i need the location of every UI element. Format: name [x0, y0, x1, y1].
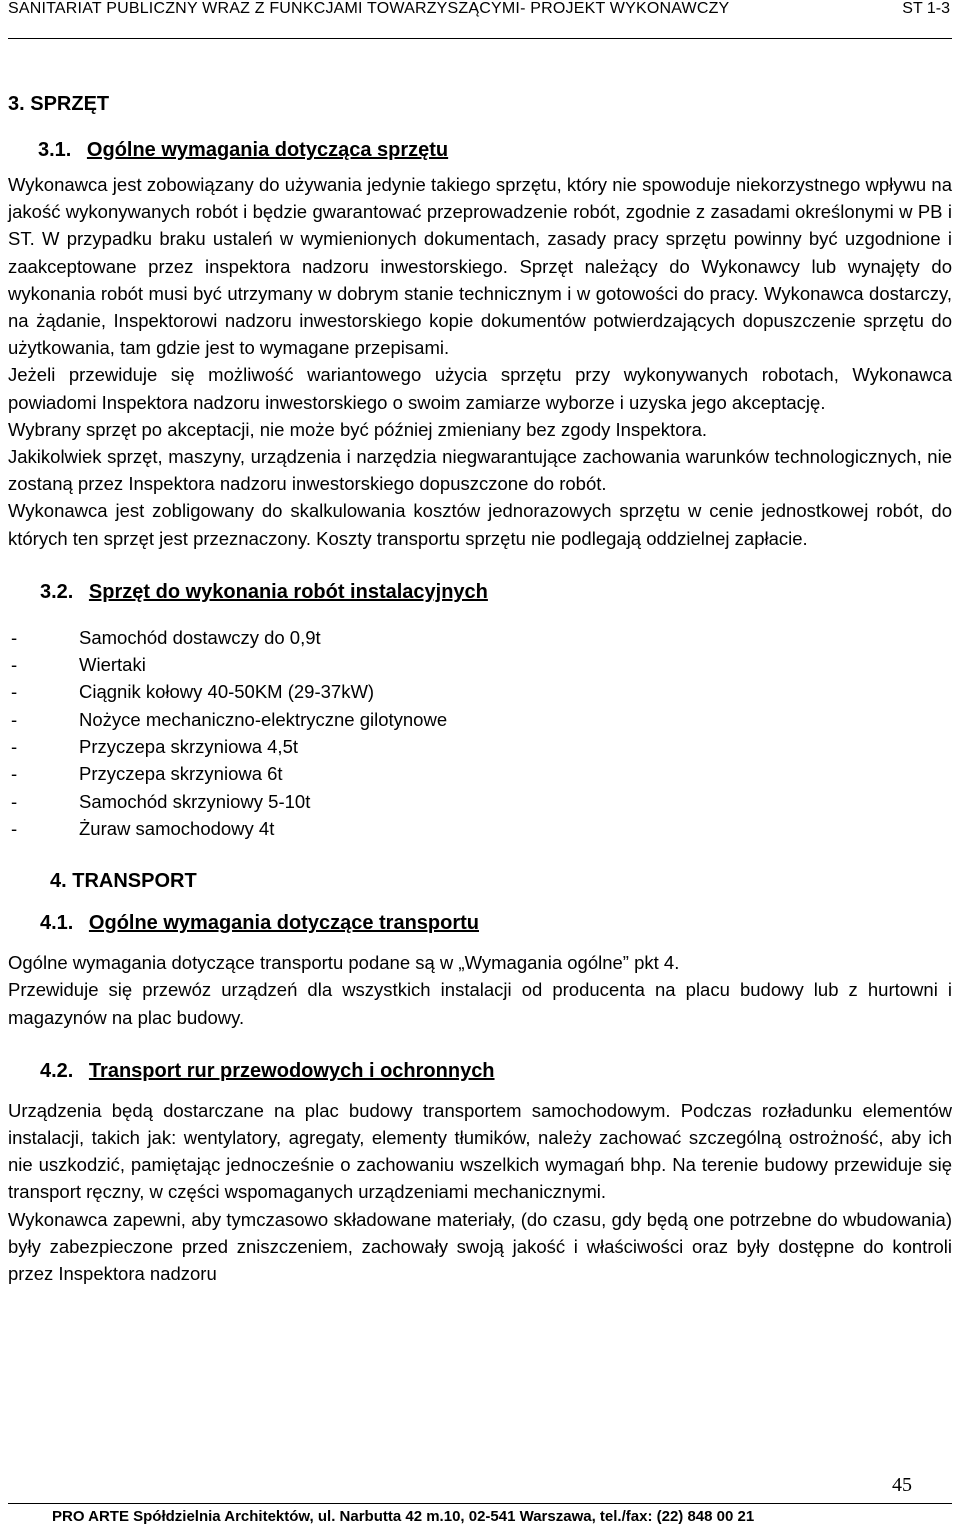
section-3-2-heading [40, 580, 952, 604]
section-4-2-heading [40, 1059, 952, 1083]
equipment-list [8, 624, 952, 842]
document-body [8, 92, 952, 1287]
paragraph: Wybrany sprzęt po akceptacji, nie może być później zmieniany bez zgody Inspektora. [8, 418, 708, 440]
section-title: Ogólne wymagania dotycząca sprzętu [86, 139, 449, 161]
section-4-heading: 4. TRANSPORT [50, 870, 197, 893]
list-item: - Przyczepa skrzyniowa 6t [11, 763, 283, 785]
header-project-title: SANITARIAT PUBLICZNY WRAZ Z FUNKCJAMI TOWARZYSZĄCYMI- PROJEKT WYKONAWCZY [8, 0, 730, 17]
list-item: - Samochód dostawczy do 0,9t [11, 626, 321, 648]
paragraph: Ogólne wymagania dotyczące transportu podane są w „Wymagania ogólne” pkt 4. [8, 952, 680, 974]
section-4-1-body [8, 949, 952, 1031]
paragraph: Urządzenia będą dostarczane na plac budowy transportem samochodowym. Podczas rozładunku elementów instalacji, takich jak: wentylatory, agregaty, elementy tłumików, należy zachować szczególną ostrożność, aby ich nie uszkodzić, pamiętając jednocześnie o zachowaniu wszelkich wymagań bhp. Na terenie budowy przewiduje się transport ręczny, w części wspomaganych urządzeniami mechanicznymi. [8, 1099, 952, 1203]
paragraph: Jakikolwiek sprzęt, maszyny, urządzenia i narzędzia niegwarantujące zachowania warunków technologicznych, nie zostaną przez Inspektora nadzoru inwestorskiego dopuszczone do robót. [8, 446, 952, 495]
list-item: - Samochód skrzyniowy 5-10t [11, 790, 311, 812]
list-item: - Żuraw samochodowy 4t [11, 817, 275, 839]
list-item: - Ciągnik kołowy 40-50KM (29-37kW) [11, 681, 375, 703]
section-number: 3.1. [38, 139, 72, 161]
footer-divider [8, 1503, 952, 1504]
page-footer: PRO ARTE Spółdzielnia Architektów, ul. Narbutta 42 m.10, 02-541 Warszawa, tel./fax: (22) 848 00 21 [52, 1508, 755, 1525]
page-number: 45 [892, 1474, 912, 1496]
section-3-heading: 3. SPRZĘT [8, 93, 110, 115]
page-header [8, 0, 952, 39]
header-spec-code: ST 1-3 [902, 0, 950, 17]
section-4-2-body [8, 1097, 952, 1287]
section-3-1-heading [38, 138, 952, 162]
paragraph: Wykonawca jest zobligowany do skalkulowania kosztów jednorazowych sprzętu w cenie jednostkowej robót, do których ten sprzęt jest przeznaczony. Koszty transportu sprzętu nie podlegają oddzielnej zapłacie. [8, 500, 952, 549]
list-item: - Przyczepa skrzyniowa 4,5t [11, 736, 299, 758]
section-title: Ogólne wymagania dotyczące transportu [88, 912, 480, 935]
section-4-1-heading [40, 911, 952, 935]
paragraph: Przewiduje się przewóz urządzeń dla wszystkich instalacji od producenta na placu budowy lub z hurtowni i magazynów na plac budowy. [8, 979, 952, 1028]
paragraph: Jeżeli przewiduje się możliwość wariantowego użycia sprzętu przy wykonywanych robotach, Wykonawca powiadomi Inspektora nadzoru inwestorskiego o swoim zamiarze wyborze i uzyska jego akceptację. [8, 364, 952, 413]
paragraph: Wykonawca zapewni, aby tymczasowo składowane materiały, (do czasu, gdy będą one potrzebne do wbudowania) były zabezpieczone przed zniszczeniem, zachowały swoją jakość i właściwości oraz były dostępne do kontroli przez Inspektora nadzoru [8, 1208, 952, 1285]
list-item: - Nożyce mechaniczno-elektryczne gilotynowe [11, 708, 448, 730]
section-title: Transport rur przewodowych i ochronnych [88, 1059, 495, 1082]
section-3-1-body [8, 171, 952, 552]
section-number: 3.2. [40, 580, 74, 603]
section-title: Sprzęt do wykonania robót instalacyjnych [88, 580, 488, 603]
paragraph: Wykonawca jest zobowiązany do używania jedynie takiego sprzętu, który nie spowoduje niekorzystnego wpływu na jakość wykonywanych robót i będzie gwarantować przeprowadzenie robót, zgodnie z zasadami określonymi w PB i ST. W przypadku braku ustaleń w wymienionych dokumentach, zasady pracy sprzętu powinny być uzgodnione i zaakceptowane przez inspektora nadzoru inwestorskiego. Sprzęt należący do Wykonawcy lub wynajęty do wykonania robót musi być utrzymany w dobrym stanie technicznym i w gotowości do pracy. Wykonawca dostarczy, na żądanie, Inspektorowi nadzoru inwestorskiego kopie dokumentów potwierdzających dopuszczenie sprzętu do użytkowania, tam gdzie jest to wymagane przepisami. [8, 174, 952, 359]
section-number: 4.1. [40, 912, 74, 935]
section-number: 4.2. [40, 1059, 74, 1082]
list-item: - Wiertaki [11, 654, 146, 676]
